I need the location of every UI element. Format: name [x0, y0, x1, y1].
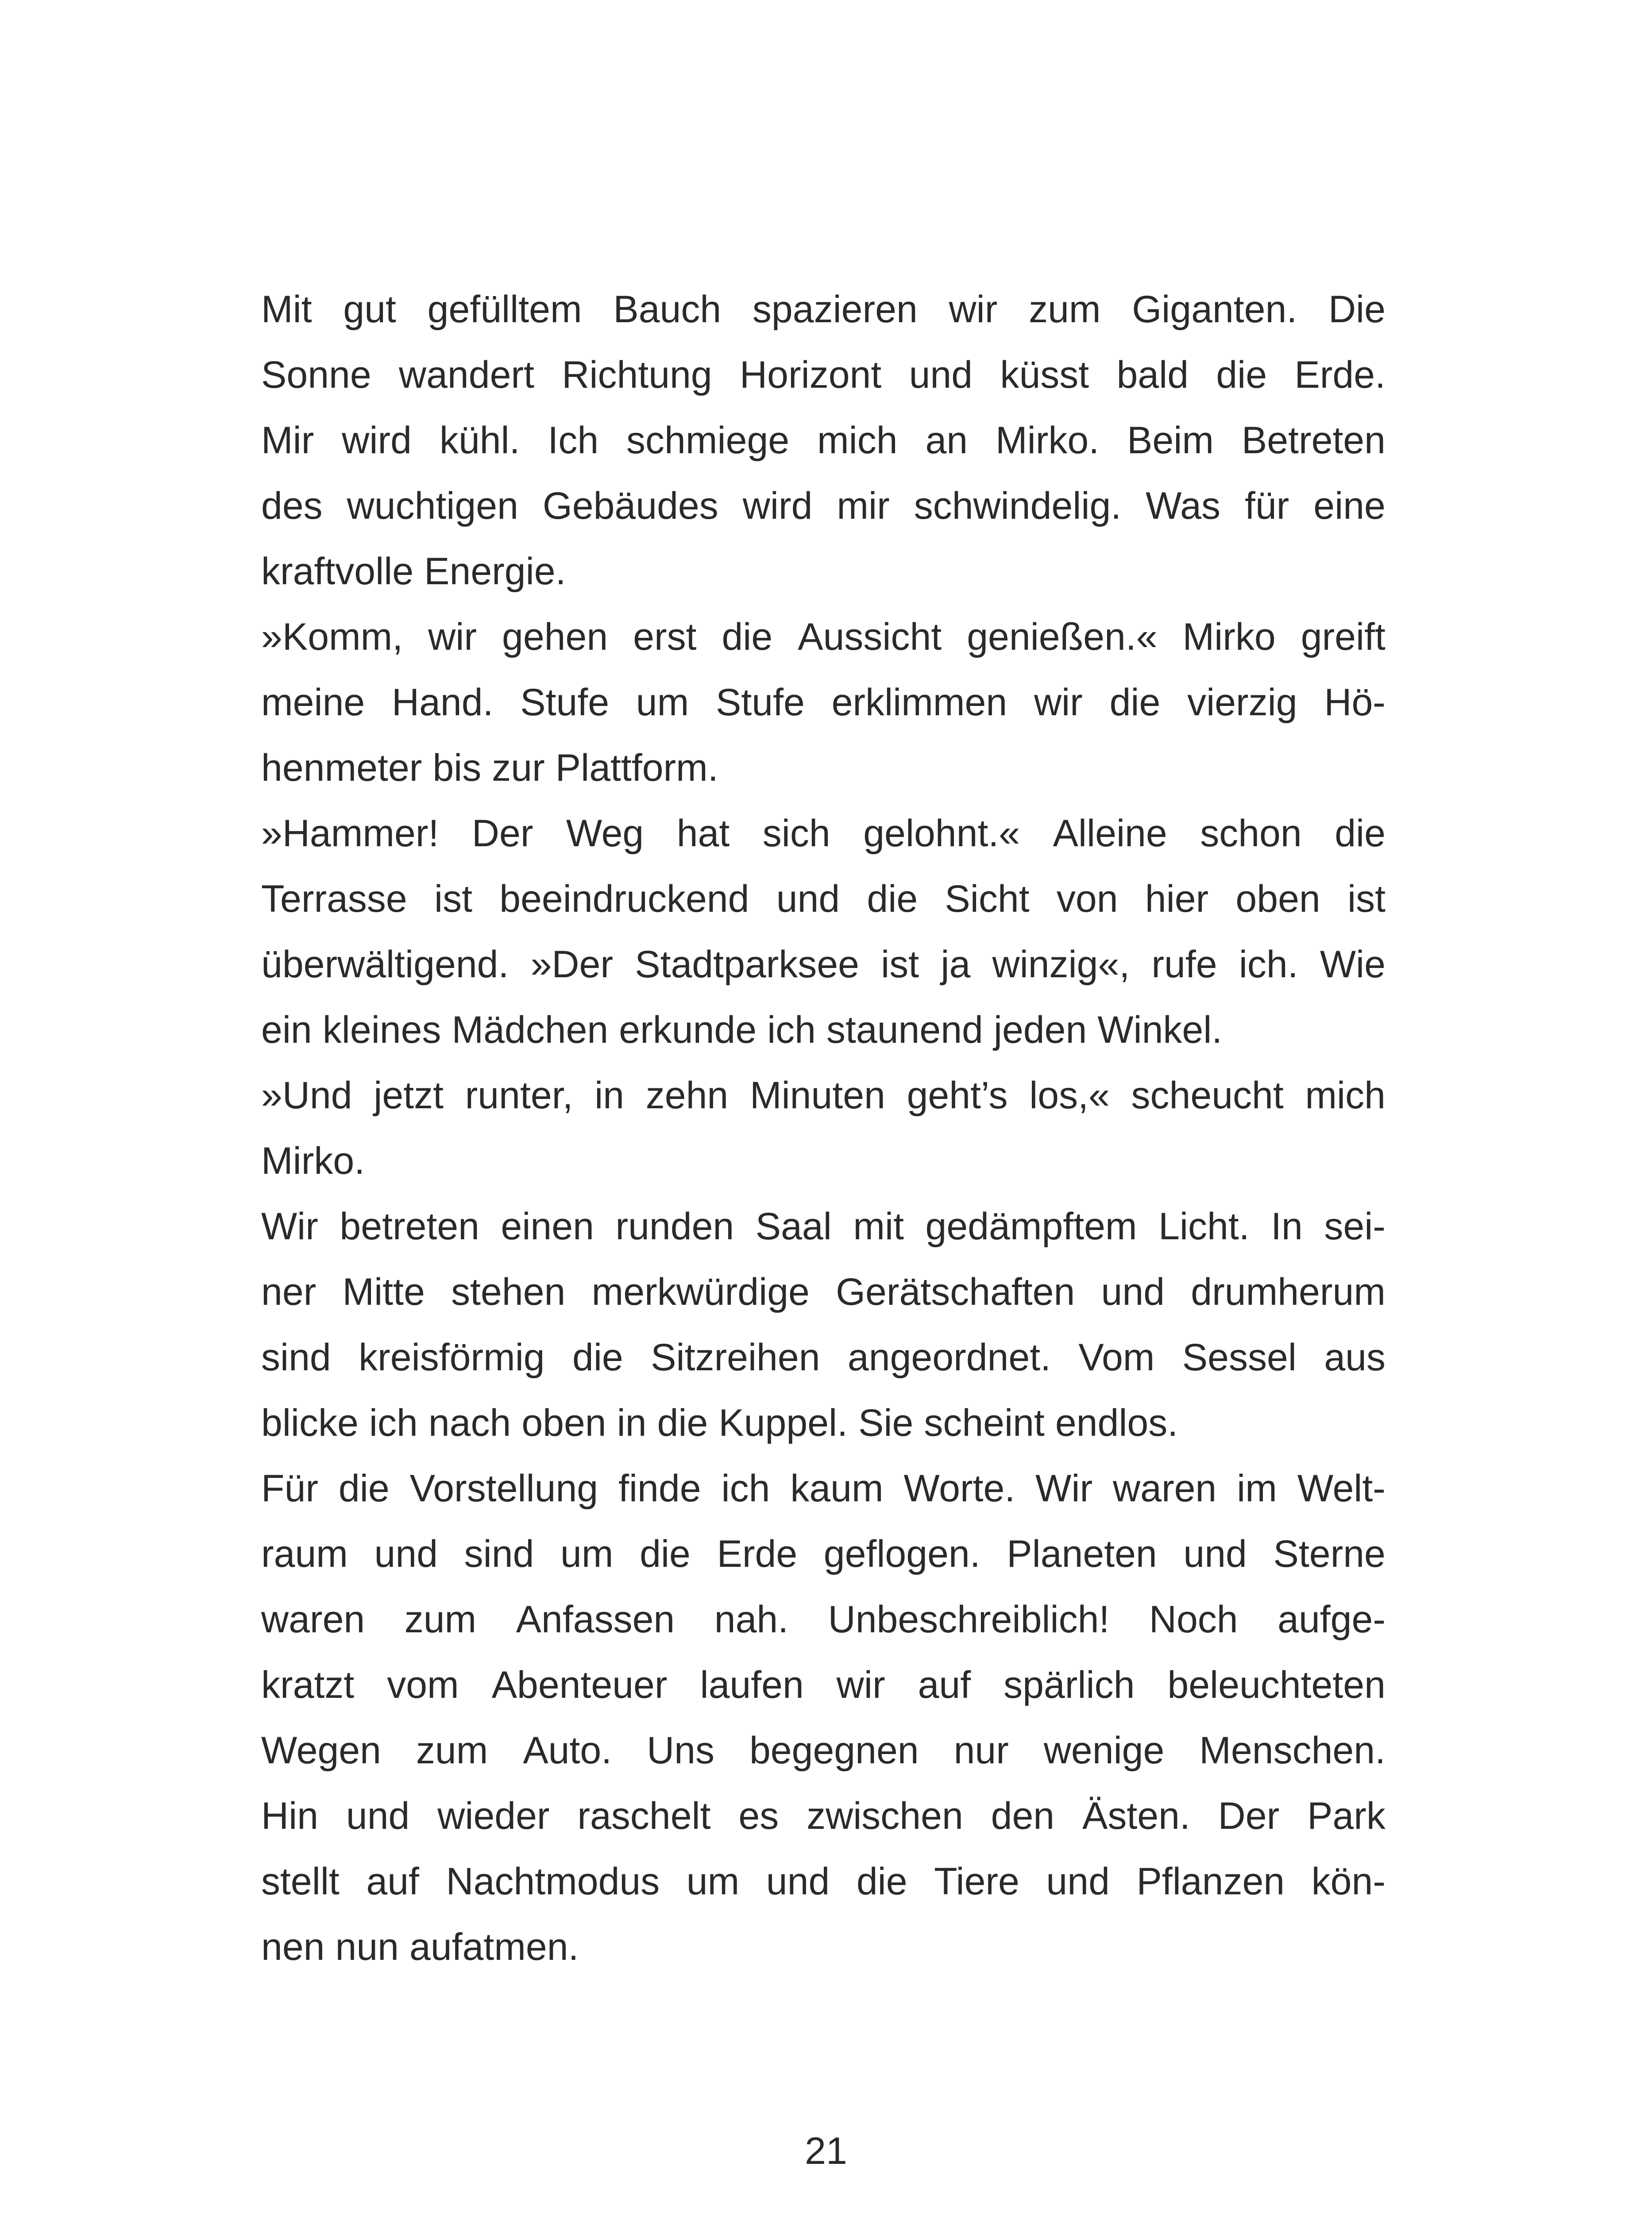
text-line: kraftvolle Energie. [261, 550, 566, 593]
text-line: »Und jetzt runter, in zehn Minuten geht’s los,« scheucht mich [261, 1074, 1386, 1117]
text-line: überwältigend. »Der Stadtparksee ist ja winzig«, rufe ich. Wie [261, 943, 1386, 986]
page-number: 21 [805, 2130, 847, 2172]
text-line: »Komm, wir gehen erst die Aussicht genießen.« Mirko greift [261, 616, 1386, 658]
text-line: sind kreisförmig die Sitzreihen angeordnet. Vom Sessel aus [261, 1336, 1386, 1379]
text-line: blicke ich nach oben in die Kuppel. Sie scheint endlos. [261, 1402, 1178, 1444]
body-text [261, 277, 1386, 1980]
text-line: kratzt vom Abenteuer laufen wir auf spärlich beleuchteten [261, 1664, 1386, 1706]
text-line: meine Hand. Stufe um Stufe erklimmen wir die vierzig Hö- [261, 681, 1386, 724]
text-line: ein kleines Mädchen erkunde ich staunend jeden Winkel. [261, 1009, 1223, 1051]
text-line: henmeter bis zur Plattform. [261, 747, 718, 789]
text-line: Für die Vorstellung finde ich kaum Worte. Wir waren im Welt- [261, 1467, 1386, 1510]
text-line: ner Mitte stehen merkwürdige Gerätschaften und drumherum [261, 1271, 1386, 1313]
text-line: waren zum Anfassen nah. Unbeschreiblich! Noch aufge- [261, 1598, 1386, 1641]
text-line: des wuchtigen Gebäudes wird mir schwindelig. Was für eine [261, 485, 1386, 527]
text-line: Hin und wieder raschelt es zwischen den Ästen. Der Park [261, 1795, 1386, 1837]
text-line: Sonne wandert Richtung Horizont und küsst bald die Erde. [261, 354, 1386, 396]
text-line: »Hammer! Der Weg hat sich gelohnt.« Alleine schon die [261, 812, 1386, 855]
text-line: Wir betreten einen runden Saal mit gedämpftem Licht. In sei- [261, 1205, 1386, 1248]
text-line: Mirko. [261, 1140, 365, 1182]
text-line: Terrasse ist beeindruckend und die Sicht von hier oben ist [261, 878, 1386, 920]
text-line: Mit gut gefülltem Bauch spazieren wir zum Giganten. Die [261, 288, 1386, 331]
text-line: raum und sind um die Erde geflogen. Planeten und Sterne [261, 1533, 1386, 1575]
text-line: stellt auf Nachtmodus um und die Tiere und Pflanzen kön- [261, 1860, 1386, 1903]
text-line: nen nun aufatmen. [261, 1926, 579, 1968]
text-line: Wegen zum Auto. Uns begegnen nur wenige Menschen. [261, 1729, 1386, 1772]
text-line: Mir wird kühl. Ich schmiege mich an Mirko. Beim Betreten [261, 419, 1386, 462]
